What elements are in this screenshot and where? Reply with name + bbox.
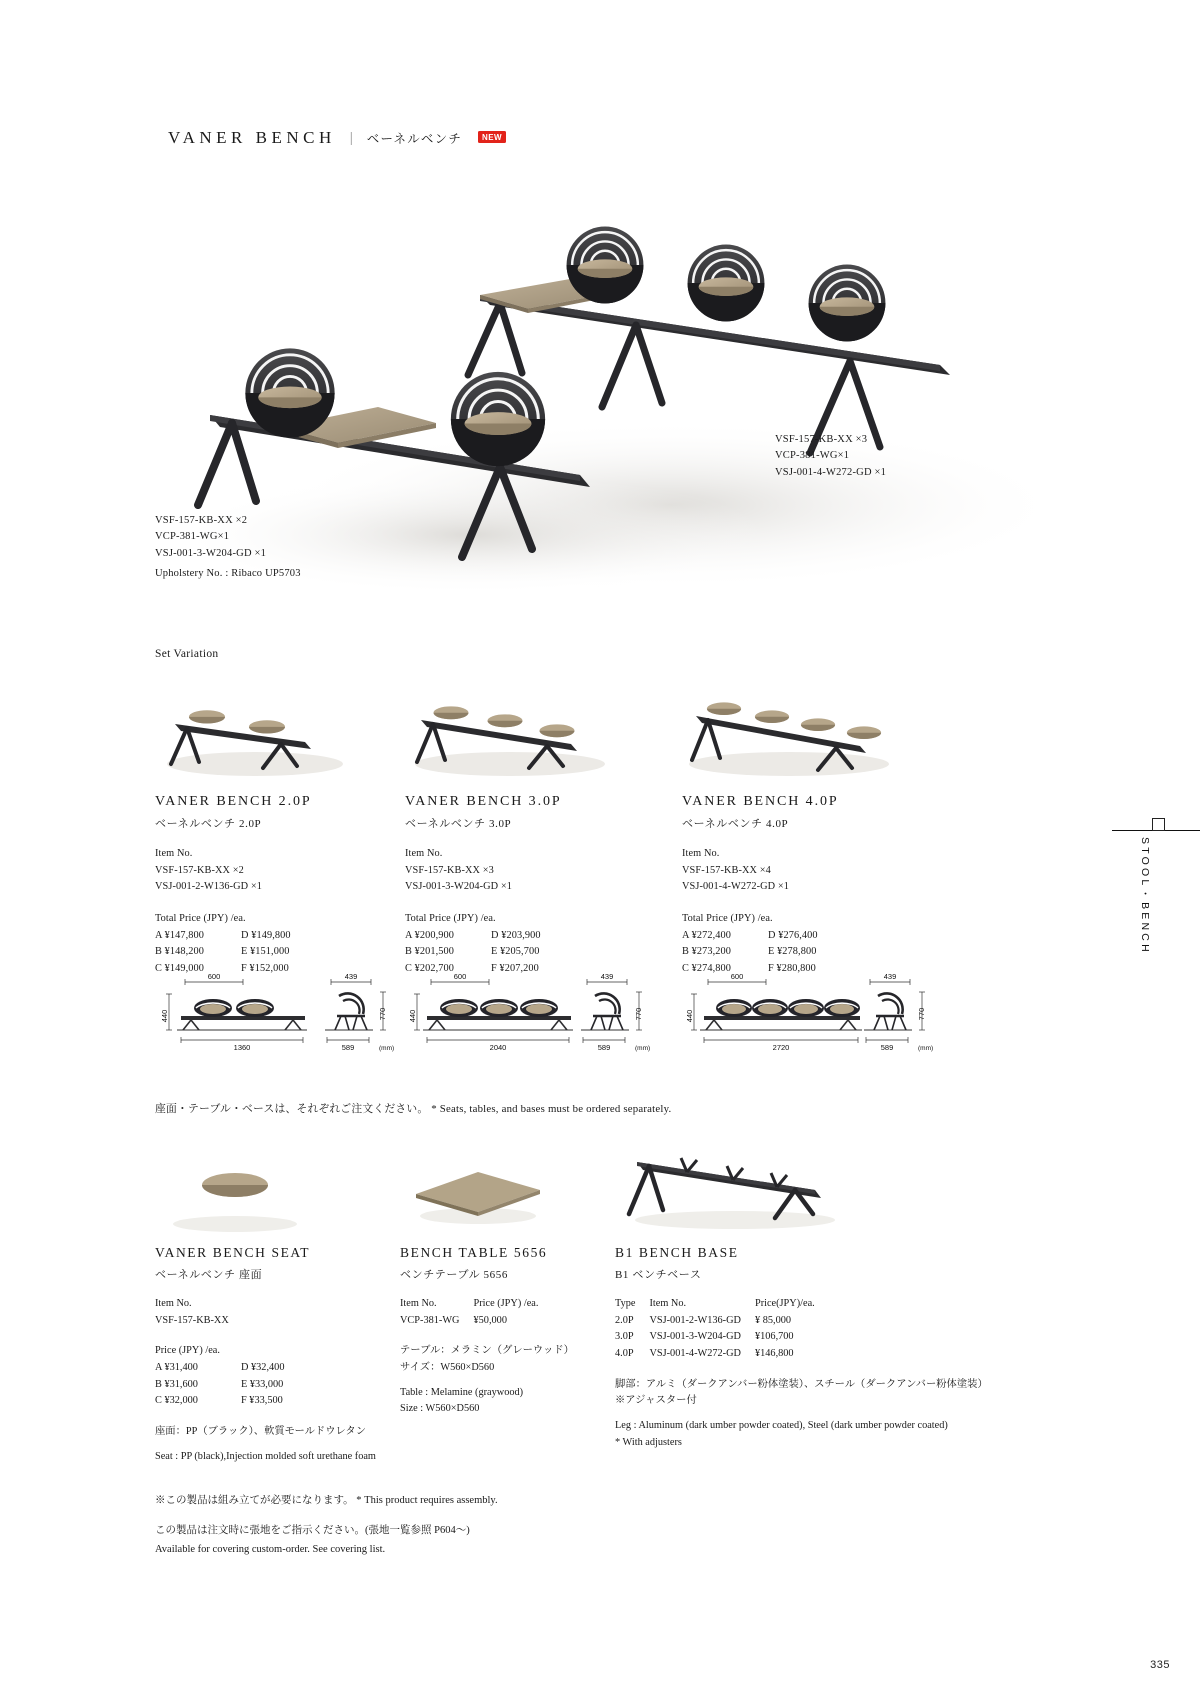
seat-itemno-block [155,1296,405,1329]
item-no-label: Item No. [405,848,443,859]
item-no-label: Item No. [155,848,193,859]
price-cell: F ¥280,800 [768,963,816,975]
table-spec-jp-material: テーブル：メラミン（グレーウッド） [400,1345,574,1357]
variation-title-jp: ベーネルベンチ 2.0P [155,818,262,830]
variation-price-block [155,911,445,978]
cell-price: ¥ 85,000 [754,1314,792,1326]
set-variation-row [155,672,1060,1072]
price-cell: C ¥274,800 [682,963,732,975]
price-label: Total Price (JPY) /ea. [155,913,246,925]
seat-spec-block [155,1424,405,1465]
cell-item-no: VSJ-001-3-W204-GD [649,1331,741,1343]
price-grid [405,928,695,978]
page-header [168,128,506,148]
item-no-value: VSF-157-KB-XX [155,1314,229,1326]
price-cell: A ¥31,400 [155,1362,198,1374]
svg-text:(mm): (mm) [635,1045,651,1052]
variation-itemno-block [405,846,695,896]
table-spec-en-size: Size : W560×D560 [400,1403,480,1415]
hero-caption-left-line: VSF-157-KB-XX ×2 [155,515,248,526]
base-spec-en-adjuster: * With adjusters [615,1436,682,1448]
hero-caption-right-line: VSJ-001-4-W272-GD ×1 [775,466,887,478]
dim-depth: 589 [341,1043,355,1052]
price-cell: D ¥32,400 [241,1362,285,1374]
price-cell: D ¥203,900 [491,929,541,941]
side-tab-label: STOOL・BENCH [1139,837,1151,955]
variation-title-jp: ベーネルベンチ 3.0P [405,818,512,830]
item-no-value: VSF-157-KB-XX ×2 [155,864,244,876]
hero-caption-left-line: VCP-381-WG×1 [155,531,230,543]
item-no-value: VSJ-001-3-W204-GD ×1 [405,881,513,893]
price-cell: A ¥200,900 [405,929,455,941]
price-label: Price (JPY) /ea. [473,1298,539,1309]
page-title: VANER BENCH [168,128,336,147]
price-cell: F ¥207,200 [491,963,539,975]
dim-side: 439 [344,972,358,981]
variation-card-2p [155,672,445,1052]
component-title-jp: B1 ベンチベース [615,1269,702,1281]
component-card-base [615,1128,1060,1451]
price-cell: A ¥272,400 [682,929,732,941]
hero-caption-right-line: VSF-157-KB-XX ×3 [775,434,868,445]
header-separator: | [349,129,353,146]
price-cell: A ¥147,800 [155,929,205,941]
dimension-drawing-2p [155,972,425,1064]
base-spec-jp-leg: 脚部：アルミ（ダークアンバー粉体塗装）、スチール（ダークアンバー粉体塗装） [615,1378,988,1390]
price-cell: B ¥201,500 [405,946,455,958]
price-cell: E ¥151,000 [241,946,290,958]
price-label: Total Price (JPY) /ea. [405,913,496,925]
variation-title: VANER BENCH 3.0P [405,794,562,809]
price-cell: B ¥273,200 [682,946,732,958]
price-cell: C ¥32,000 [155,1395,198,1407]
svg-text:770: 770 [634,1007,643,1021]
price-cell: F ¥152,000 [241,963,289,975]
variation-itemno-block [155,846,445,896]
variation-price-block [682,911,972,978]
item-no-label: Item No. [682,848,720,859]
new-badge: NEW [478,131,506,144]
variation-image-4p [682,672,972,780]
variation-title-jp: ベーネルベンチ 4.0P [682,818,789,830]
svg-text:439: 439 [883,972,897,981]
dim-h-left: 440 [160,1009,169,1023]
price-value: ¥50,000 [473,1314,507,1326]
price-cell: E ¥205,700 [491,946,540,958]
separate-order-note: 座面・テーブル・ベースは、それぞれご注文ください。 * Seats, tables, and bases must be ordered separately. [155,1103,672,1115]
col-type: Type [615,1298,636,1309]
variation-card-4p [682,672,972,1052]
component-title-jp: ベンチテーブル 5656 [400,1269,508,1281]
dimension-drawing-3p [405,972,675,1064]
square-icon [1152,818,1165,831]
price-cell: B ¥148,200 [155,946,205,958]
dim-top: 600 [207,972,221,981]
table-header-row [615,1296,829,1313]
variation-image-2p [155,672,445,780]
svg-text:770: 770 [917,1007,926,1021]
item-no-value: VSF-157-KB-XX ×3 [405,864,494,876]
cell-price: ¥146,800 [754,1348,794,1360]
svg-text:589: 589 [880,1043,894,1052]
col-price: Price(JPY)/ea. [754,1298,815,1309]
side-tab [1138,818,1178,955]
component-card-seat [155,1128,405,1465]
page-number: 335 [1150,1659,1170,1671]
price-label: Total Price (JPY) /ea. [682,913,773,925]
item-no-value: VSJ-001-4-W272-GD ×1 [682,881,790,893]
components-row [155,1128,1060,1462]
price-grid [155,1360,405,1410]
price-cell: C ¥149,000 [155,963,205,975]
table-spec-jp-size: サイズ：W560×D560 [400,1362,495,1374]
base-spec-en-leg: Leg : Aluminum (dark umber powder coated), Steel (dark umber powder coated) [615,1420,948,1432]
table-row [615,1346,829,1363]
svg-text:2720: 2720 [772,1043,790,1052]
component-title: VANER BENCH SEAT [155,1245,311,1260]
base-image [615,1128,1060,1233]
component-card-table [400,1128,615,1418]
component-title-jp: ベーネルベンチ 座面 [155,1269,263,1281]
svg-text:440: 440 [685,1009,694,1023]
price-grid [682,928,972,978]
seat-spec-en: Seat : PP (black),Injection molded soft urethane foam [155,1450,376,1462]
svg-text:589: 589 [597,1043,611,1052]
cell-type: 2.0P [615,1314,634,1326]
component-title: B1 BENCH BASE [615,1245,739,1260]
cell-type: 3.0P [615,1331,634,1343]
variation-itemno-block [682,846,972,896]
price-cell: E ¥33,000 [241,1378,284,1390]
hero-product-photo [150,175,1070,605]
dim-width: 1360 [233,1043,251,1052]
svg-text:600: 600 [453,972,467,981]
item-no-value: VSJ-001-2-W136-GD ×1 [155,881,263,893]
price-cell: D ¥276,400 [768,929,818,941]
price-grid [155,928,445,978]
page-title-jp: ベーネルベンチ [366,132,463,146]
footnote-covering-en: Available for covering custom-order. See covering list. [155,1543,386,1555]
price-cell: E ¥278,800 [768,946,817,958]
item-no-label: Item No. [400,1298,437,1309]
svg-text:2040: 2040 [489,1043,507,1052]
variation-title: VANER BENCH 2.0P [155,794,312,809]
variation-image-3p [405,672,695,780]
table-row [615,1329,829,1346]
table-spec-en-material: Table : Melamine (graywood) [400,1386,524,1398]
svg-text:600: 600 [730,972,744,981]
footnotes [155,1492,498,1559]
upholstery-note: Upholstery No. : Ribaco UP5703 [155,568,301,579]
table-price-table [400,1296,615,1329]
seat-price-block [155,1343,405,1410]
seat-image [155,1128,405,1233]
hero-caption-right-line: VCP-381-WG×1 [775,450,850,462]
cell-item-no: VSJ-001-2-W136-GD [649,1314,741,1326]
price-label: Price (JPY) /ea. [155,1345,220,1357]
svg-text:(mm): (mm) [918,1045,934,1052]
variation-price-block [405,911,695,978]
variation-card-3p [405,672,695,1052]
price-cell: F ¥33,500 [241,1395,283,1407]
price-cell: C ¥202,700 [405,963,455,975]
table-spec-block [400,1343,615,1418]
base-price-table [615,1296,1060,1363]
price-cell: B ¥31,600 [155,1378,198,1390]
hero-caption-left [155,513,266,562]
hero-caption-right [775,432,886,481]
base-spec-jp-adjuster: ※アジャスター付 [615,1395,697,1407]
dimension-drawing-4p [682,972,952,1064]
dim-h-right: 770 [378,1007,387,1021]
cell-type: 4.0P [615,1348,634,1360]
footnote-covering-jp: この製品は注文時に張地をご指示ください。(張地一覧参照 P604～) [155,1525,470,1537]
footnote-assembly: ※この製品は組み立てが必要になります。 * This product requires assembly. [155,1495,498,1506]
cell-price: ¥106,700 [754,1331,794,1343]
item-no-value: VSF-157-KB-XX ×4 [682,864,771,876]
set-variation-label: Set Variation [155,648,219,660]
svg-text:440: 440 [408,1009,417,1023]
table-row [615,1313,829,1330]
item-no-value: VCP-381-WG [400,1314,460,1326]
seat-spec-jp: 座面：PP（ブラック）、軟質モールドウレタン [155,1426,367,1438]
variation-title: VANER BENCH 4.0P [682,794,839,809]
svg-text:439: 439 [600,972,614,981]
component-title: BENCH TABLE 5656 [400,1245,548,1260]
price-cell: D ¥149,800 [241,929,291,941]
dim-unit: (mm) [379,1045,395,1052]
col-item-no: Item No. [649,1298,687,1309]
hero-caption-left-line: VSJ-001-3-W204-GD ×1 [155,547,267,559]
base-spec-block [615,1377,1060,1452]
cell-item-no: VSJ-001-4-W272-GD [649,1348,741,1360]
item-no-label: Item No. [155,1298,192,1309]
table-image [400,1128,615,1233]
